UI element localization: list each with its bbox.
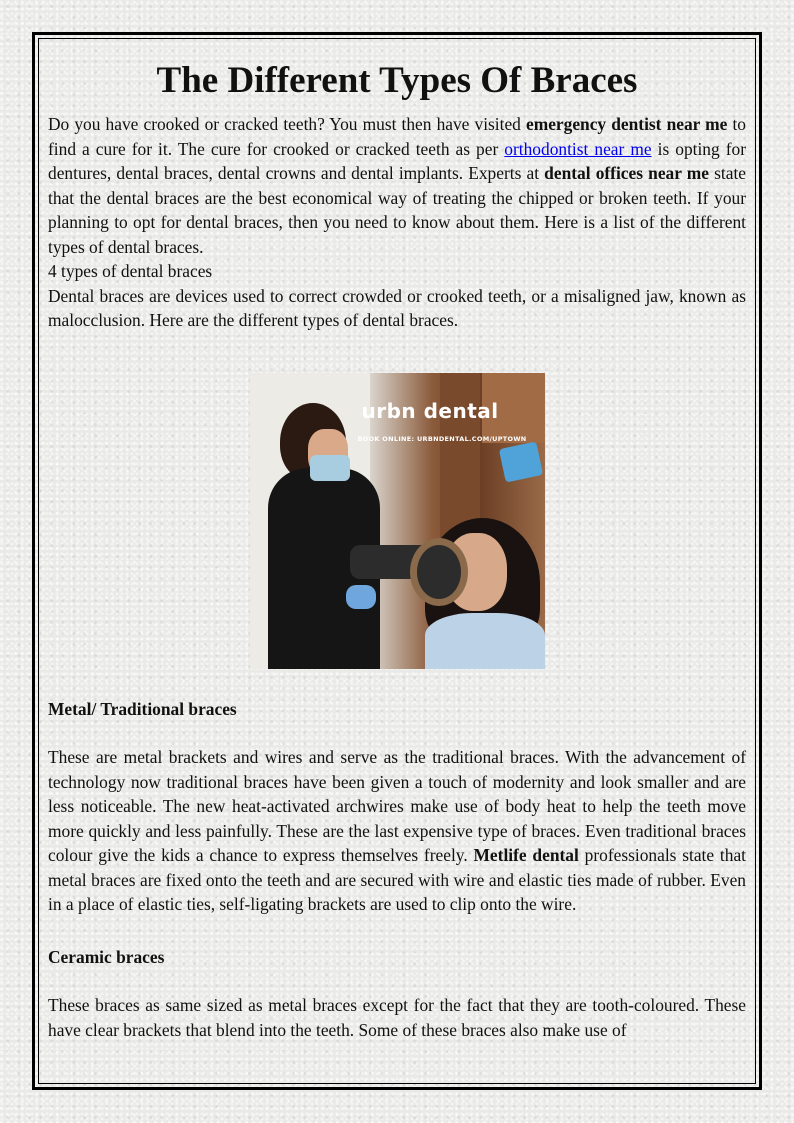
- dental-clinic-photo: [250, 373, 545, 669]
- section-heading-metal: Metal/ Traditional braces: [48, 698, 237, 719]
- types-line: 4 types of dental braces: [48, 261, 213, 281]
- keyword-metlife-dental: Metlife dental: [473, 845, 579, 865]
- section-body-metal: These are metal brackets and wires and serve as the traditional braces. With the advancement of technology now traditional braces have been given a touch of modernity and look smaller and are less noticeable. The new heat-activated archwires make use of body heat to help the teeth move more quickly and less painfully. These are the last expensive type of braces. Even traditional braces colour give the kids a chance to express themselves freely. Metlife dental professionals state that metal braces are fixed onto the teeth and are secured with wire and elastic ties made of rubber. Even in a place of elastic ties, self-ligating brackets are used to clip onto the wire.: [48, 747, 747, 914]
- orthodontist-link[interactable]: orthodontist near me: [504, 138, 652, 159]
- page-title: The Different Types Of Braces: [156, 60, 638, 101]
- clinic-logo: urbn dental: [361, 398, 499, 423]
- definition-paragraph: Dental braces are devices used to correct crowded or crooked teeth, or a misaligned jaw, known as malocclusion. Here are the different types of dental braces.: [48, 285, 746, 330]
- section-heading-ceramic: Ceramic braces: [48, 946, 165, 967]
- keyword-emergency-dentist: emergency dentist near me: [525, 114, 728, 134]
- section-body-ceramic: These braces as same sized as metal braces except for the fact that they are tooth-coloured. These have clear brackets that blend into the teeth. Some of these braces also make use of: [48, 995, 746, 1040]
- intro-paragraph: Do you have crooked or cracked teeth? You must then have visited emergency dentist near me to find a cure for it. The cure for crooked or cracked teeth as per orthodontist near me is opting for dentures, dental braces, dental crowns and dental implants. Experts at dental offices near me state that the dental braces are the best economical way of treating the chipped or broken teeth. If your planning to opt for dental braces, then you need to know about them. Here is a list of the different types of dental braces.: [48, 114, 747, 257]
- clinic-logo-subtext: BOOK ONLINE: URBNDENTAL.COM/UPTOWN: [357, 434, 527, 443]
- article: [48, 58, 746, 1042]
- keyword-dental-offices: dental offices near me: [544, 163, 709, 183]
